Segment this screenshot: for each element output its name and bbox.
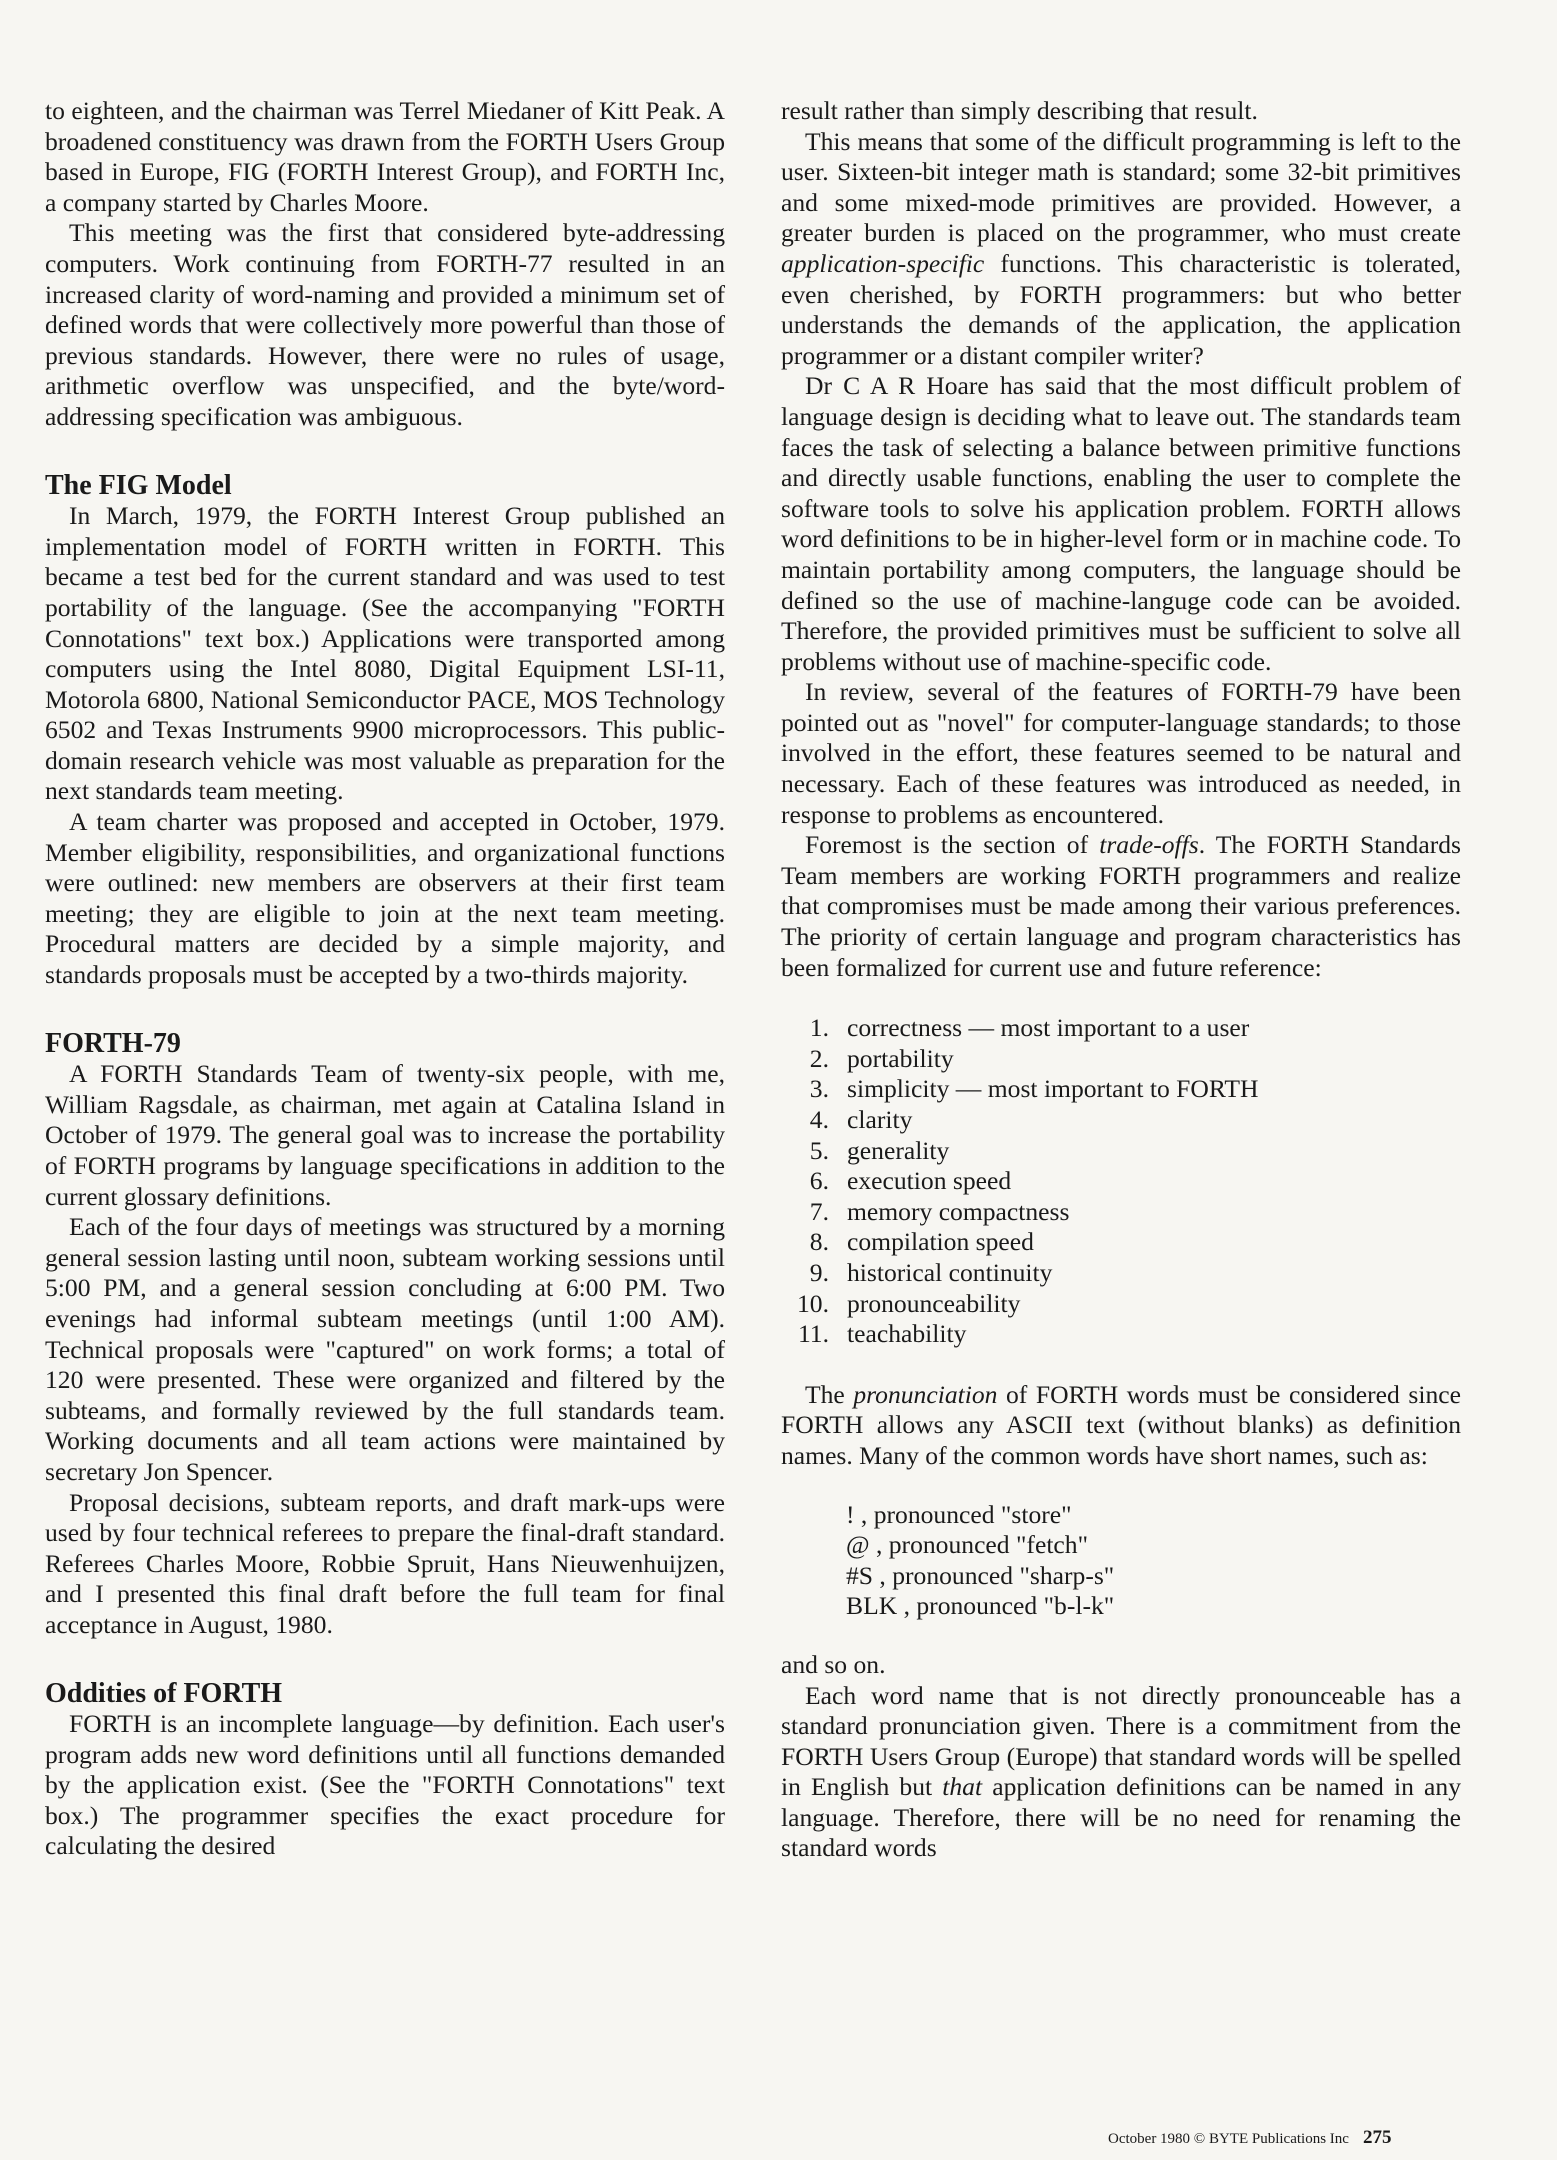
paragraph: Proposal decisions, subteam reports, and draft mark-ups were used by four technical referees to prepare the final-draft standard. Referees Charles Moore, Robbie Spruit, Hans Nieuwenhuijzen, and I presented this final draft before the full team for final acceptance in August, 1980. (45, 1487, 725, 1639)
paragraph: A team charter was proposed and accepted in October, 1979. Member eligibility, responsibilities, and organizational functions were outlined: new members are observers at their first team meeting; they are eligible to join at the next team meeting. Procedural matters are decided by a simple majority, and standards proposals must be accepted by a two-thirds majority. (45, 807, 725, 990)
paragraph: A FORTH Standards Team of twenty-six people, with me, William Ragsdale, as chairman, met again at Catalina Island in October of 1979. The general goal was to increase the portability of FORTH programs by language specifications in addition to the current glossary definitions. (45, 1059, 725, 1211)
list-item: 8. compilation speed (809, 1227, 1034, 1257)
list-item: 9. historical continuity (809, 1257, 1053, 1287)
list-item: 3. simplicity — most important to FORTH (809, 1074, 1259, 1104)
list-item: #S , pronounced "sharp-s" (846, 1560, 1115, 1590)
publication-credit: October 1980 © BYTE Publications Inc (1108, 2131, 1349, 2147)
paragraph: to eighteen, and the chairman was Terrel Miedaner of Kitt Peak. A broadened constituency was drawn from the FORTH Users Group based in Europe, FIG (FORTH Interest Group), and FORTH Inc, a company started by Charles Moore. (45, 96, 725, 217)
paragraph: Each of the four days of meetings was structured by a morning general session lasting until noon, subteam working sessions until 5:00 PM, and a general session concluding at 6:00 PM. Two evenings had informal subteam meetings (until 1:00 AM). Technical proposals were "captured" on work forms; a total of 120 were presented. These were organized and filtered by the subteams, and formally reviewed by the full standards team. Working documents and all team actions were maintained by secretary Jon Spencer. (45, 1212, 725, 1486)
paragraph: This means that some of the difficult programming is left to the user. Sixteen-bit integer math is standard; some 32-bit primitives and some mixed-mode primitives are provided. However, a greater burden is placed on the programmer, who must create application-specific functions. This characteristic is tolerated, even cherished, by FORTH programmers: but who better understands the demands of the application, the application programmer or a distant compiler writer? (781, 126, 1461, 370)
list-item: 4. clarity (809, 1105, 913, 1134)
paragraph: Foremost is the section of trade-offs. The FORTH Standards Team members are working FORTH programmers and realize that compromises must be made among their various preferences. The priority of certain language and program characteristics has been formalized for current use and future reference: (781, 830, 1461, 982)
list-item: @ , pronounced "fetch" (846, 1530, 1089, 1560)
paragraph: result rather than simply describing that result. (781, 96, 1258, 125)
list-item: 7. memory compactness (809, 1196, 1070, 1226)
page-footer (1108, 2129, 1391, 2148)
list-item: 1. correctness — most important to a user (809, 1013, 1250, 1043)
left-column (45, 96, 725, 1862)
list-item: 11. teachability (797, 1319, 967, 1349)
list-item: 6. execution speed (809, 1166, 1012, 1196)
list-item: BLK , pronounced "b-l-k" (846, 1591, 1115, 1621)
page-number: 275 (1362, 2127, 1392, 2148)
list-item: 5. generality (809, 1135, 950, 1165)
right-column (781, 96, 1461, 1864)
list-item: 10. pronounceability (797, 1288, 1021, 1318)
section-heading-forth-79: FORTH-79 (45, 1027, 181, 1059)
paragraph: This meeting was the first that considered byte-addressing computers. Work continuing from FORTH-77 resulted in an increased clarity of word-naming and provided a minimum set of defined words that were collectively more powerful than those of previous standards. However, there were no rules of usage, arithmetic overflow was unspecified, and the byte/word-addressing specification was ambiguous. (45, 218, 725, 431)
paragraph: Each word name that is not directly pronounceable has a standard pronunciation given. There is a commitment from the FORTH Users Group (Europe) that standard words will be spelled in English but that application definitions can be named in any language. Therefore, there will be no need for renaming the standard words (781, 1680, 1462, 1863)
paragraph: and so on. (781, 1649, 886, 1679)
paragraph: In review, several of the features of FORTH-79 have been pointed out as "novel" for computer-language standards; to those involved in the effort, these features seemed to be natural and necessary. Each of these features was introduced as needed, in response to problems as encountered. (781, 677, 1461, 829)
paragraph: In March, 1979, the FORTH Interest Group published an implementation model of FORTH written in FORTH. This became a test bed for the current standard and was used to test portability of the language. (See the accompanying "FORTH Connotations" text box.) Applications were transported among computers using the Intel 8080, Digital Equipment LSI-11, Motorola 6800, National Semiconductor PACE, MOS Technology 6502 and Texas Instruments 9900 microprocessors. This public-domain research vehicle was most valuable as preparation for the next standards team meeting. (45, 501, 725, 806)
list-item: 2. portability (809, 1043, 954, 1073)
word-name-list (846, 1500, 1461, 1622)
list-item: ! , pronounced "store" (846, 1499, 1072, 1529)
section-heading-oddities: Oddities of FORTH (45, 1677, 283, 1709)
section-heading-fig-model: The FIG Model (45, 469, 232, 501)
paragraph: Dr C A R Hoare has said that the most difficult problem of language design is deciding what to leave out. The standards team faces the task of selecting a balance between primitive functions and directly usable functions, enabling the user to complete the software tools to solve his application problem. FORTH allows word definitions to be in higher-level form or in machine code. To maintain portability among computers, the language should be defined so the use of machine-languge code can be avoided. Therefore, the provided primitives must be sufficient to solve all problems without use of machine-specific code. (781, 371, 1461, 676)
paragraph: The pronunciation of FORTH words must be considered since FORTH allows any ASCII text (without blanks) as definition names. Many of the common words have short names, such as: (781, 1379, 1461, 1470)
paragraph: FORTH is an incomplete language—by definition. Each user's program adds new word definitions until all functions demanded by the application exist. (See the "FORTH Connotations" text box.) The programmer specifies the exact procedure for calculating the desired (45, 1709, 725, 1861)
priority-list (781, 1013, 1461, 1350)
